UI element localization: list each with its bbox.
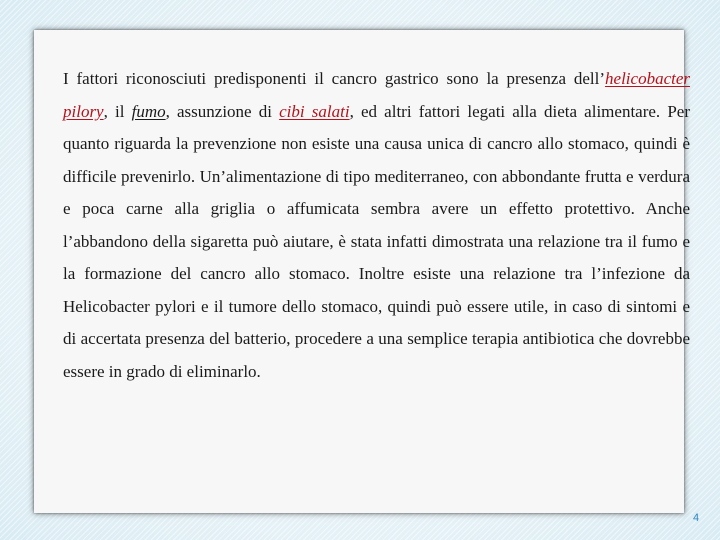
highlighted-term-helicobacter: helicobacter pilory	[63, 69, 690, 121]
body-paragraph	[63, 63, 690, 388]
text-segment-4: , ed altri fattori legati alla dieta alimentare. Per quanto riguarda la prevenzione non esiste una causa unica di cancro allo stomaco, quindi è difficile prevenirlo. Un’alimentazione di tipo mediterraneo, con abbondante frutta e verdura e poca carne alla griglia o affumicata sembra avere un effetto protettivo. Anche l’abbandono della sigaretta può aiutare, è stata infatti dimostrata una relazione tra il fumo e la formazione del cancro allo stomaco. Inoltre esiste una relazione tra l’infezione da Helicobacter pylori e il tumore dello stomaco, quindi può essere utile, in caso di sintomi e di accertata presenza del batterio, procedere a una semplice terapia antibiotica che dovrebbe essere in grado di eliminarlo.	[63, 101, 690, 381]
text-segment-2: , il	[103, 101, 132, 121]
text-segment-1: I fattori riconosciuti predisponenti il cancro gastrico sono la presenza dell’	[63, 69, 606, 88]
text-segment-3: , assunzione di	[165, 101, 280, 121]
highlighted-term-cibi-salati: cibi salati	[279, 101, 350, 121]
highlighted-term-fumo: fumo	[131, 101, 166, 121]
page-number: 4	[693, 512, 700, 524]
